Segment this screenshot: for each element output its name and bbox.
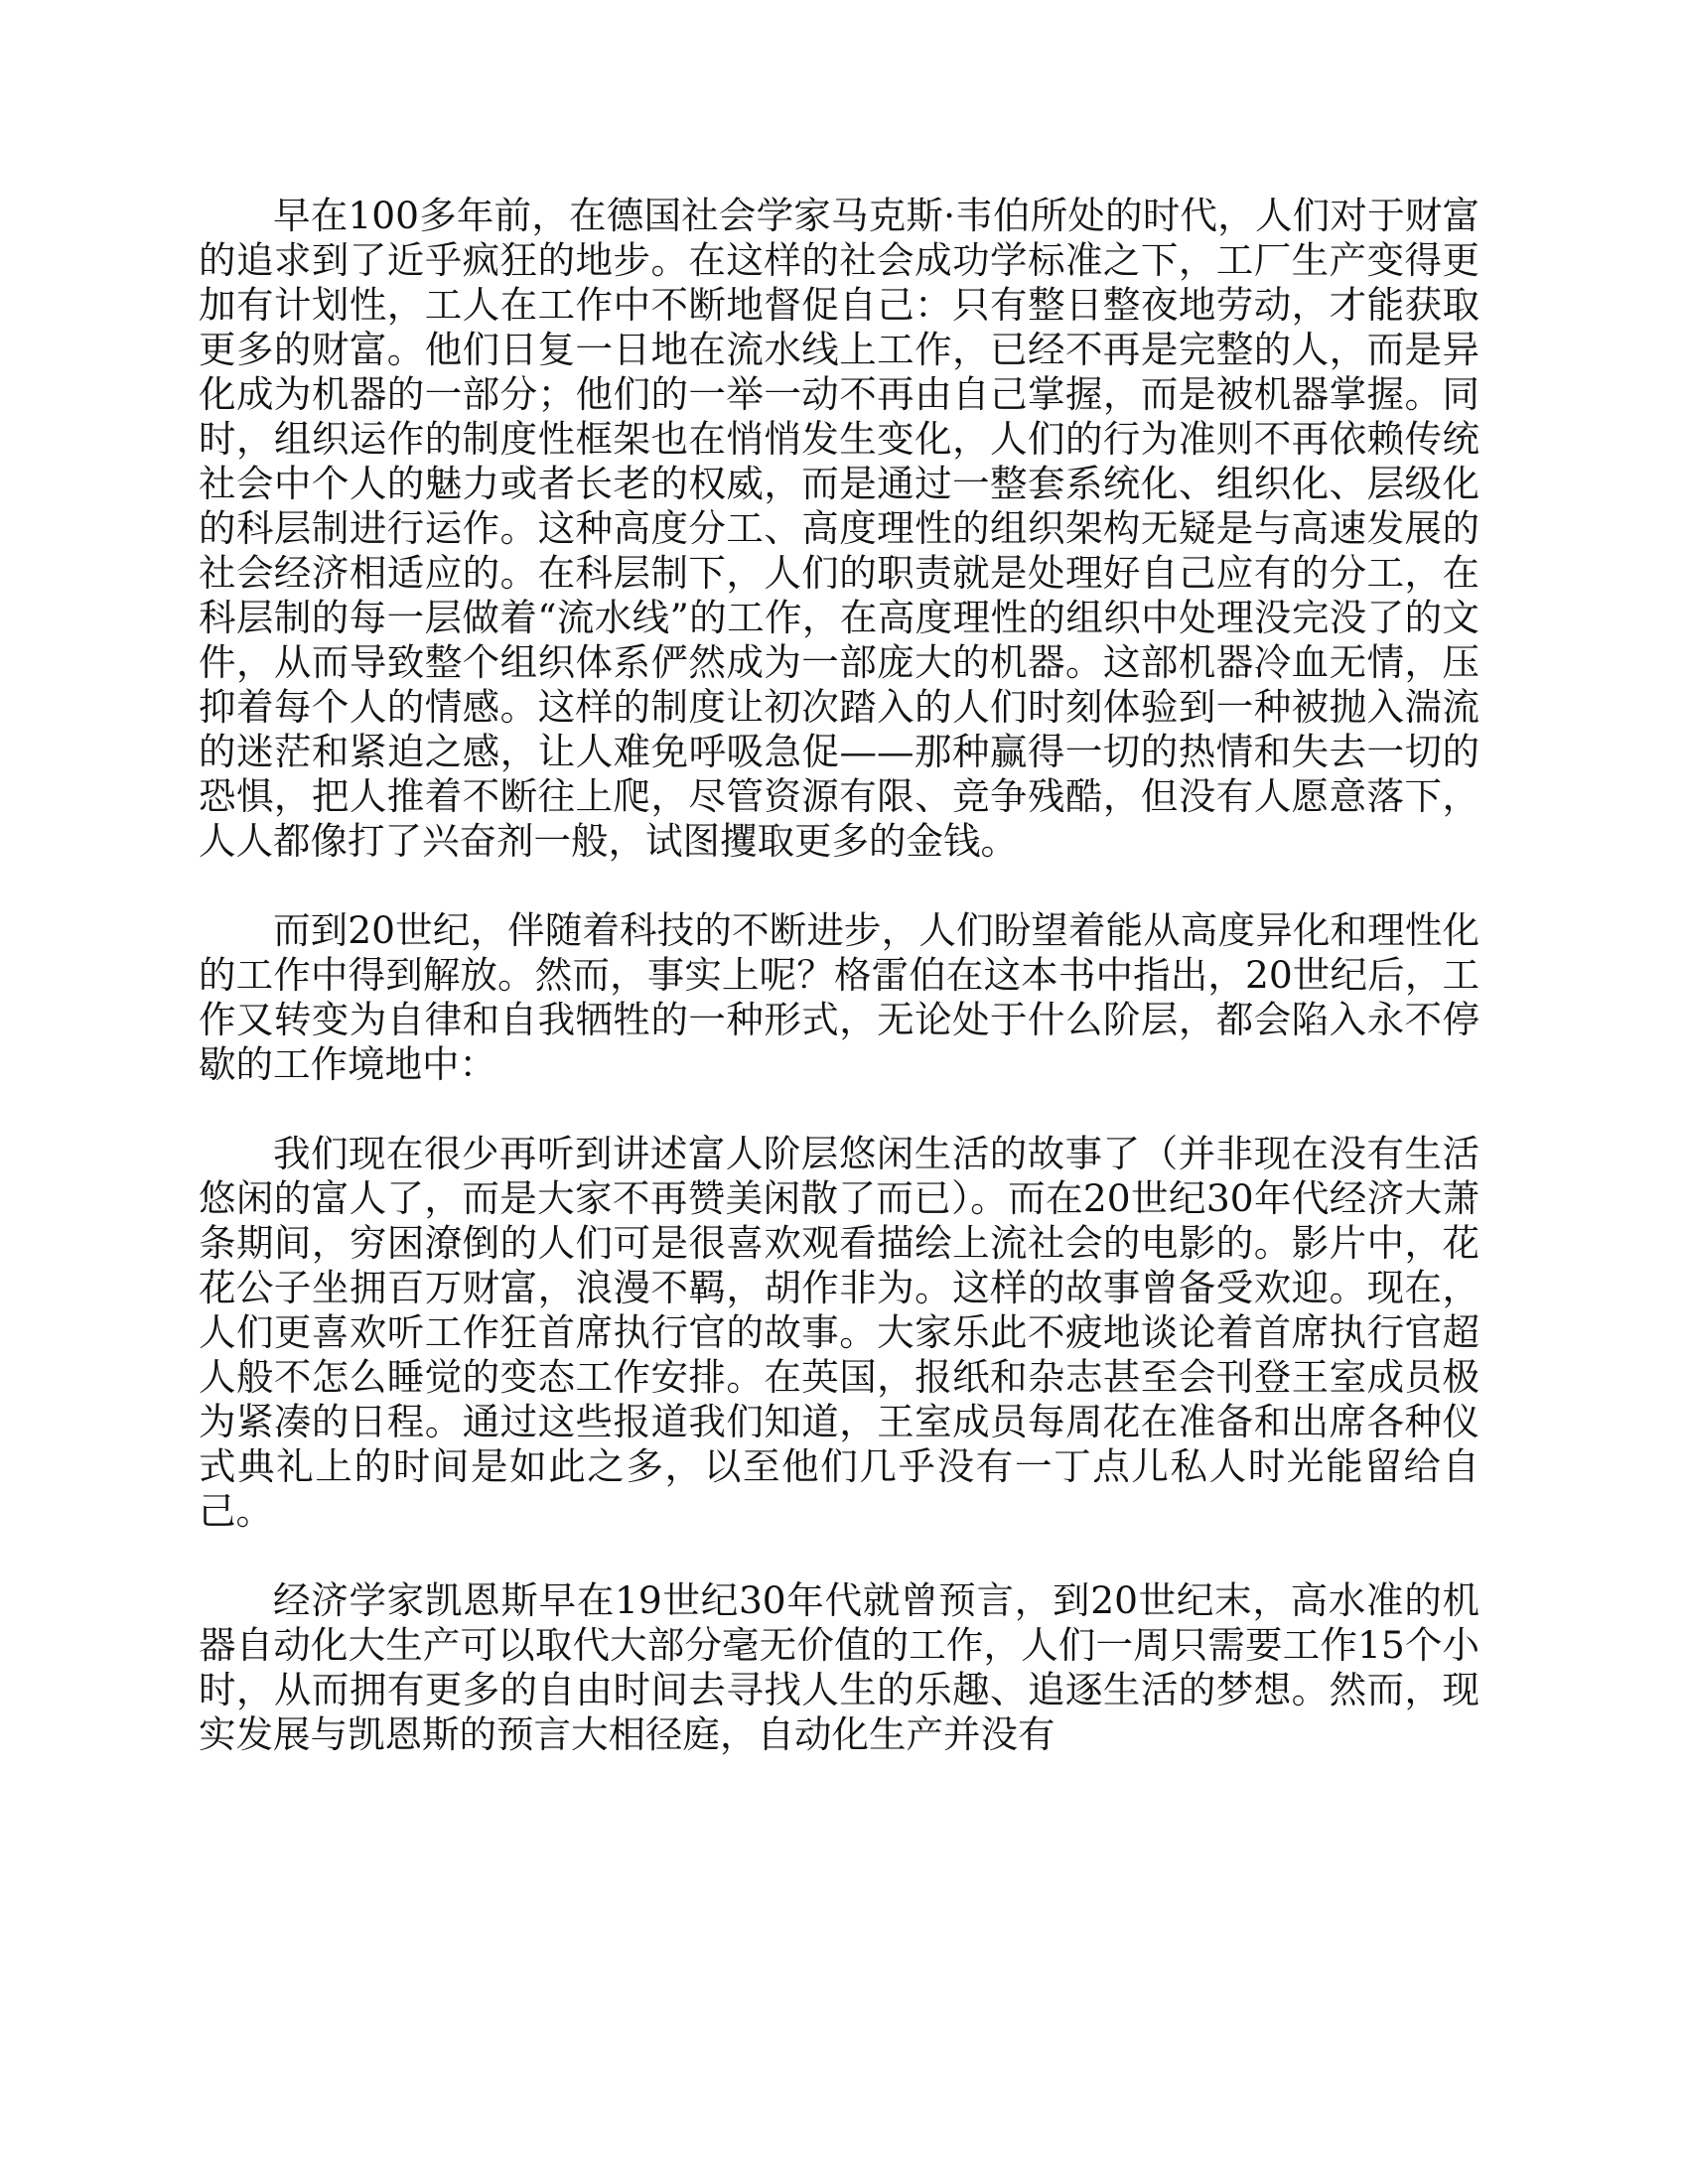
paragraph-weber-bureaucracy: 早在100多年前，在德国社会学家马克斯·韦伯所处的时代，人们对于财富的追求到了近乎疯狂的地步。在这样的社会成功学标准之下，工厂生产变得更加有计划性，工人在工作中不断地督促自己：只有整日整夜地劳动，才能获取更多的财富。他们日复一日地在流水线上工作，已经不再是完整的人，而是异化成为机器的一部分；他们的一举一动不再由自己掌握，而是被机器掌握。同时，组织运作的制度性框架也在悄悄发生变化，人们的行为准则不再依赖传统社会中个人的魅力或者长老的权威，而是通过一整套系统化、组织化、层级化的科层制进行运作。这种高度分工、高度理性的组织架构无疑是与高速发展的社会经济相适应的。在科层制下，人们的职责就是处理好自己应有的分工，在科层制的每一层做着“流水线”的工作，在高度理性的组织中处理没完没了的文件，从而导致整个组织体系俨然成为一部庞大的机器。这部机器冷血无情，压抑着每个人的情感。这样的制度让初次踏入的人们时刻体验到一种被抛入湍流的迷茫和紧迫之感，让人难免呼吸急促——那种赢得一切的热情和失去一切的恐惧，把人推着不断往上爬，尽管资源有限、竞争残酷，但没有人愿意落下，人人都像打了兴奋剂一般，试图攫取更多的金钱。	[199, 194, 1479, 863]
paragraph-twentieth-century-work: 而到20世纪，伴随着科技的不断进步，人们盼望着能从高度异化和理性化的工作中得到解放。然而，事实上呢？格雷伯在这本书中指出，20世纪后，工作又转变为自律和自我牺牲的一种形式，无论处于什么阶层，都会陷入永不停歇的工作境地中：	[199, 908, 1479, 1086]
paragraph-quoted-passage: 我们现在很少再听到讲述富人阶层悠闲生活的故事了（并非现在没有生活悠闲的富人了，而是大家不再赞美闲散了而已）。而在20世纪30年代经济大萧条期间，穷困潦倒的人们可是很喜欢观看描绘上流社会的电影的。影片中，花花公子坐拥百万财富，浪漫不羁，胡作非为。这样的故事曾备受欢迎。现在，人们更喜欢听工作狂首席执行官的故事。大家乐此不疲地谈论着首席执行官超人般不怎么睡觉的变态工作安排。在英国，报纸和杂志甚至会刊登王室成员极为紧凑的日程。通过这些报道我们知道，王室成员每周花在准备和出席各种仪式典礼上的时间是如此之多，以至他们几乎没有一丁点儿私人时光能留给自己。	[199, 1132, 1479, 1533]
paragraph-keynes-prediction: 经济学家凯恩斯早在19世纪30年代就曾预言，到20世纪末，高水准的机器自动化大生产可以取代大部分毫无价值的工作，人们一周只需要工作15个小时，从而拥有更多的自由时间去寻找人生的乐趣、追逐生活的梦想。然而，现实发展与凯恩斯的预言大相径庭，自动化生产并没有	[199, 1578, 1479, 1756]
document-page	[199, 194, 1479, 1757]
